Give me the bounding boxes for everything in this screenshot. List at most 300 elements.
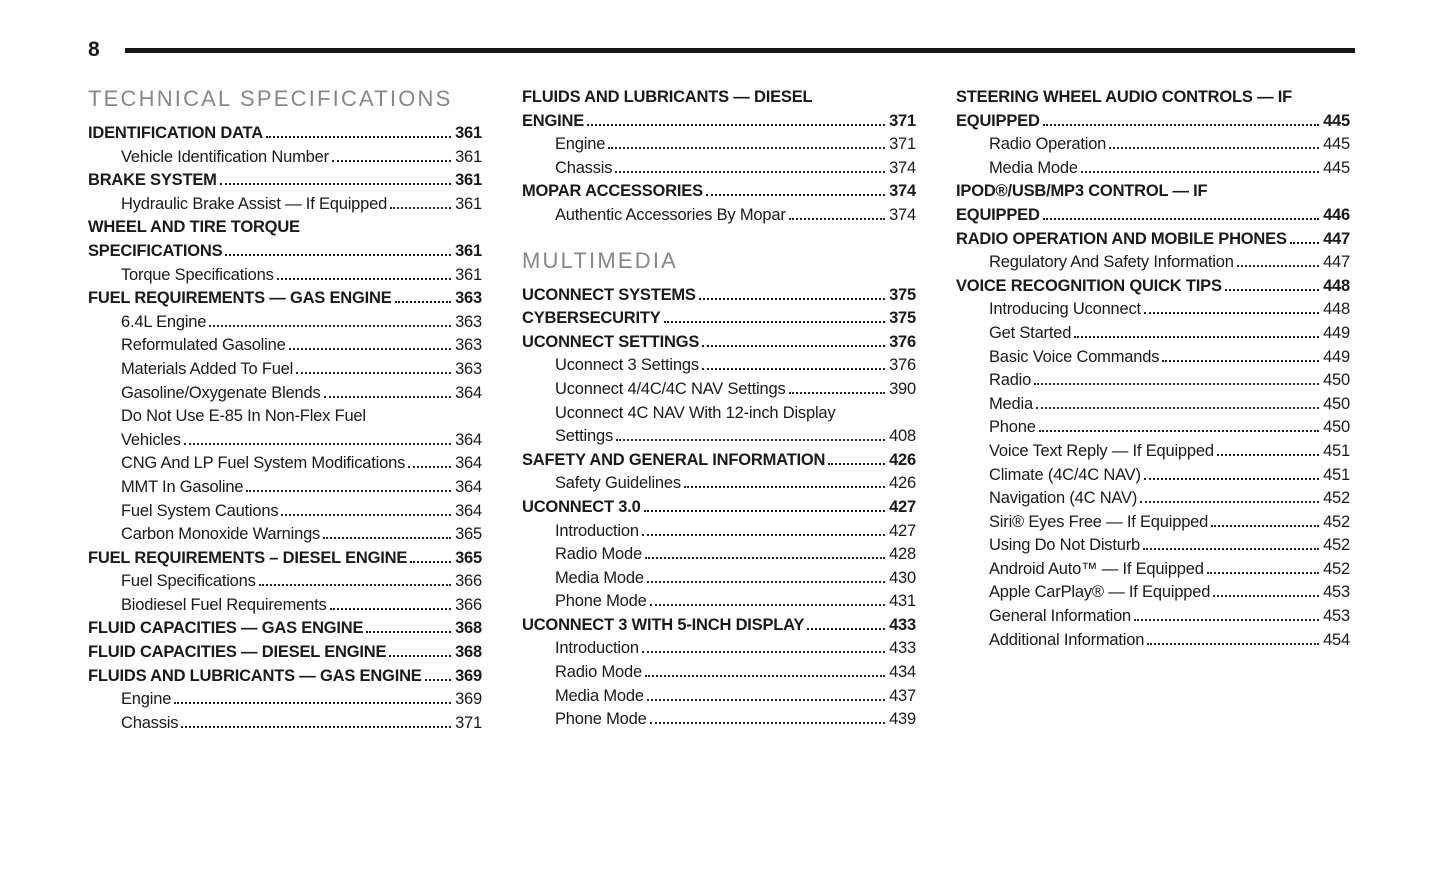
toc-entry-label: Phone Mode [555,592,647,611]
toc-entry [956,228,1350,252]
dot-leader [587,124,885,126]
dot-leader [277,278,451,280]
toc-entry-page: 431 [889,592,916,611]
toc-entry-page: 433 [889,615,916,634]
toc-entry-line [989,346,1350,370]
toc-entry [88,216,482,263]
dot-leader [647,699,885,701]
toc-entry-line [989,487,1350,511]
toc-entry-page: 374 [889,158,916,177]
toc-entry-label: General Information [989,607,1132,626]
toc-entry [88,146,482,170]
toc-entry [956,157,1350,181]
toc-entry-label: Introduction [555,639,639,658]
toc-entry [88,405,482,452]
toc-entry-page: 364 [455,477,482,496]
section-heading: TECHNICAL SPECIFICATIONS [88,86,453,111]
toc-entry-page: 361 [455,194,482,213]
toc-entry-label: Vehicles [121,430,181,449]
toc-entry-line [121,264,482,288]
dot-leader [608,147,885,149]
toc-entry-label: Media Mode [989,158,1078,177]
toc-entry-label: Hydraulic Brake Assist — If Equipped [121,194,388,213]
toc-entry [88,193,482,217]
toc-entry [88,311,482,335]
toc-entry-page: 445 [1323,111,1350,130]
toc-entry-label: Apple CarPlay® — If Equipped [989,583,1211,602]
toc-entry-label: RADIO OPERATION AND MOBILE PHONES [956,229,1287,248]
toc-entry [956,180,1350,227]
dot-leader [647,581,885,583]
toc-entry-label: UCONNECT 3.0 [522,497,641,516]
toc-entry-label: Fuel Specifications [121,572,256,591]
toc-entry-line [989,581,1350,605]
toc-entry [522,661,916,685]
toc-entry-label: Radio [989,371,1032,390]
toc-entry-label: UCONNECT 3 WITH 5-INCH DISPLAY [522,615,805,634]
page-number: 8 [88,38,100,61]
toc-entry-page: 363 [455,336,482,355]
toc-entry-label: Authentic Accessories By Mopar [555,205,786,224]
toc-entry-label: BRAKE SYSTEM [88,171,217,190]
toc-entry [956,133,1350,157]
toc-entry [956,605,1350,629]
toc-entry-line [555,378,916,402]
toc-entry-page: 428 [889,545,916,564]
toc-entry-label: EQUIPPED [956,111,1040,130]
toc-entry [956,581,1350,605]
toc-entry-label: Phone [989,418,1036,437]
toc-entry-line [88,287,482,311]
dot-leader [395,301,452,303]
dot-leader [642,651,885,653]
toc-entry-page: 449 [1323,323,1350,342]
toc-entry-label: CNG And LP Fuel System Modifications [121,454,406,473]
toc-entry [522,307,916,331]
toc-entry-line [989,440,1350,464]
toc-entry-line [121,358,482,382]
toc-entry-page: 369 [455,690,482,709]
toc-entry-line [88,641,482,665]
toc-entry-page: 426 [889,474,916,493]
toc-entry [956,511,1350,535]
toc-entry-page: 451 [1323,441,1350,460]
toc-entry-page: 452 [1323,536,1350,555]
toc-entry [88,452,482,476]
toc-entry [522,157,916,181]
toc-entry-line [522,284,916,308]
dot-leader [1147,643,1319,645]
dot-leader [1043,218,1319,220]
toc-entry-page: 363 [455,289,482,308]
toc-entry-line [522,614,916,638]
toc-entry-line [121,146,482,170]
toc-entry-line [555,520,916,544]
toc-entry-page: 450 [1323,371,1350,390]
dot-leader [184,443,451,445]
toc-entry-line [555,204,916,228]
dot-leader [1144,312,1319,314]
toc-entry-page: 375 [889,285,916,304]
toc-entry-page: 453 [1323,583,1350,602]
toc-entry-line [989,298,1350,322]
toc-entry-page: 448 [1323,276,1350,295]
toc-entry-line [522,110,916,134]
toc-entry-page: 450 [1323,418,1350,437]
toc-entry [522,590,916,614]
toc-entry-page: 368 [455,643,482,662]
dot-leader [390,207,451,209]
toc-entry-label: Media [989,394,1033,413]
toc-entry-page: 445 [1323,135,1350,154]
dot-leader [410,561,451,563]
toc-entry [88,500,482,524]
toc-entry [522,204,916,228]
toc-entry-label: Media Mode [555,686,644,705]
dot-leader [323,537,451,539]
toc-entry-label: Using Do Not Disturb [989,536,1140,555]
toc-entry-page: 374 [889,182,916,201]
toc-entry [522,614,916,638]
dot-leader [389,655,451,657]
dot-leader [220,183,451,185]
toc-entry-page: 363 [455,359,482,378]
toc-entry-page: 430 [889,568,916,587]
dot-leader [1036,407,1319,409]
toc-entry-label: Voice Text Reply — If Equipped [989,441,1214,460]
dot-leader [650,604,885,606]
toc-column-1 [88,86,482,735]
toc-entry-label: FUEL REQUIREMENTS – DIESEL ENGINE [88,548,408,567]
toc-entry-page: 452 [1323,559,1350,578]
toc-entry-page: 433 [889,639,916,658]
toc-entry-label: Radio Mode [555,545,642,564]
toc-entry-line [121,429,482,453]
dot-leader [664,321,885,323]
toc-entry-line [522,449,916,473]
dot-leader [181,726,451,728]
dot-leader [650,722,885,724]
toc-entry-wrap-line: STEERING WHEEL AUDIO CONTROLS — IF [956,88,1293,106]
dot-leader [1109,147,1319,149]
toc-entry-label: EQUIPPED [956,205,1040,224]
toc-entry-page: 451 [1323,465,1350,484]
toc-entry-label: Engine [555,135,606,154]
toc-entry [956,86,1350,133]
toc-entry-line [522,180,916,204]
toc-entry-page: 361 [455,124,482,142]
toc-entry-label: Additional Information [989,630,1145,649]
toc-entry-line [555,425,916,449]
dot-leader [1211,525,1319,527]
toc-entry-label: Carbon Monoxide Warnings [121,525,321,544]
toc-entry-line [88,169,482,193]
toc-entry-page: 364 [455,454,482,473]
dot-leader [645,557,885,559]
toc-entry-label: 6.4L Engine [121,312,207,331]
toc-entry-page: 361 [455,171,482,190]
dot-leader [330,608,452,610]
toc-entry-line [121,476,482,500]
toc-entry-page: 376 [889,332,916,351]
toc-entry [522,543,916,567]
toc-entry-line [121,594,482,618]
toc-entry [956,534,1350,558]
toc-column-3 [956,86,1350,735]
toc-entry-page: 450 [1323,394,1350,413]
toc-entry [88,570,482,594]
toc-entry [522,637,916,661]
toc-entry-label: MOPAR ACCESSORIES [522,182,703,201]
toc-entry-page: 363 [455,312,482,331]
toc-entry-page: 365 [455,548,482,567]
toc-entry [956,322,1350,346]
dot-leader [1290,242,1319,244]
toc-entry-label: SAFETY AND GENERAL INFORMATION [522,450,826,469]
dot-leader [642,534,885,536]
toc-entry [522,284,916,308]
toc-entry [522,378,916,402]
toc-entry-line [956,275,1350,299]
toc-entry-line [989,511,1350,535]
toc-entry-label: Chassis [555,158,613,177]
toc-entry-label: Uconnect 4/4C/4C NAV Settings [555,379,786,398]
toc-entry-line [989,322,1350,346]
toc-entry-label: Chassis [121,713,179,732]
toc-entry-line [121,523,482,547]
toc-entry-label: VOICE RECOGNITION QUICK TIPS [956,276,1222,295]
toc-entry-page: 427 [889,497,916,516]
toc-entry [88,287,482,311]
toc-entry-label: Navigation (4C NAV) [989,489,1138,508]
toc-entry-wrap-line: WHEEL AND TIRE TORQUE [88,218,300,237]
toc-entry [956,275,1350,299]
toc-entry-label: Settings [555,427,614,446]
toc-entry [522,133,916,157]
toc-entry-line [555,472,916,496]
toc-entry-label: FUEL REQUIREMENTS — GAS ENGINE [88,289,392,308]
dot-leader [1144,478,1319,480]
toc-entry-line [989,464,1350,488]
toc-entry [522,567,916,591]
toc-entry [956,558,1350,582]
toc-entry-page: 364 [455,430,482,449]
dot-leader [615,171,885,173]
toc-entry [88,169,482,193]
toc-entry [88,476,482,500]
toc-entry [88,334,482,358]
toc-entry-label: Radio Mode [555,663,642,682]
toc-columns [88,86,1350,735]
dot-leader [324,396,452,398]
dot-leader [246,490,451,492]
toc-entry-line [555,685,916,709]
dot-leader [408,466,451,468]
dot-leader [1074,336,1319,338]
toc-entry-label: SPECIFICATIONS [88,241,223,260]
toc-entry-page: 390 [889,379,916,398]
dot-leader [1225,289,1319,291]
toc-entry-line [989,369,1350,393]
toc-entry [88,617,482,641]
toc-entry-line [555,637,916,661]
toc-entry-line [522,496,916,520]
toc-entry-page: 361 [455,147,482,166]
toc-entry-line [989,558,1350,582]
toc-entry-page: 453 [1323,607,1350,626]
dot-leader [1207,572,1319,574]
toc-entry [522,472,916,496]
toc-column-2 [522,86,916,735]
toc-entry-label: UCONNECT SYSTEMS [522,285,696,304]
toc-entry-page: 369 [455,666,482,685]
toc-entry-label: Materials Added To Fuel [121,359,294,378]
toc-entry-page: 447 [1323,229,1350,248]
toc-entry-label: IDENTIFICATION DATA [88,124,263,142]
dot-leader [1217,454,1319,456]
toc-entry [522,685,916,709]
toc-entry-label: Regulatory And Safety Information [989,253,1234,272]
toc-entry [522,180,916,204]
toc-entry [956,464,1350,488]
toc-entry-label: Safety Guidelines [555,474,681,493]
toc-entry-page: 448 [1323,300,1350,319]
dot-leader [828,463,885,465]
toc-entry-line [555,708,916,732]
toc-entry-line [88,665,482,689]
page-header [88,40,1445,60]
toc-entry-label: Siri® Eyes Free — If Equipped [989,512,1209,531]
dot-leader [174,702,451,704]
toc-entry-line [555,157,916,181]
toc-entry [522,520,916,544]
toc-entry-page: 439 [889,710,916,729]
toc-entry-wrap-line: Uconnect 4C NAV With 12-inch Display [555,403,836,422]
dot-leader [209,325,451,327]
dot-leader [706,194,885,196]
toc-entry-label: Phone Mode [555,710,647,729]
toc-entry-label: Biodiesel Fuel Requirements [121,595,327,614]
toc-entry [88,547,482,571]
dot-leader [1034,383,1319,385]
toc-entry [522,496,916,520]
toc-entry [956,369,1350,393]
toc-entry-line [88,617,482,641]
toc-entry-line [956,204,1350,228]
toc-entry-label: Climate (4C/4C NAV) [989,465,1141,484]
toc-entry-label: Vehicle Identification Number [121,147,329,166]
dot-leader [702,368,885,370]
toc-entry-line [989,157,1350,181]
toc-entry-line [989,534,1350,558]
toc-entry-wrap-line: FLUIDS AND LUBRICANTS — DIESEL [522,88,813,106]
toc-entry-label: FLUID CAPACITIES — DIESEL ENGINE [88,643,387,662]
toc-entry-line [555,590,916,614]
toc-entry-line [989,605,1350,629]
toc-entry [522,708,916,732]
toc-entry [88,358,482,382]
dot-leader [1039,430,1319,432]
dot-leader [644,510,885,512]
toc-entry-page: 371 [889,111,916,130]
toc-entry-line [989,133,1350,157]
dot-leader [1140,501,1319,503]
toc-entry [88,641,482,665]
toc-entry [88,264,482,288]
toc-entry-label: Media Mode [555,568,644,587]
dot-leader [1162,360,1319,362]
dot-leader [1213,595,1319,597]
toc-entry-line [989,251,1350,275]
toc-entry [88,688,482,712]
toc-entry [88,665,482,689]
toc-entry [522,86,916,133]
toc-entry-label: Basic Voice Commands [989,347,1160,366]
toc-entry-page: 364 [455,383,482,402]
toc-entry-page: 446 [1323,205,1350,224]
toc-entry-page: 454 [1323,630,1350,649]
toc-entry-page: 361 [455,265,482,284]
dot-leader [789,392,886,394]
toc-entry [956,487,1350,511]
section-heading: MULTIMEDIA [522,247,679,273]
toc-entry-page: 434 [889,663,916,682]
toc-entry-label: Android Auto™ — If Equipped [989,559,1204,578]
toc-entry-page: 427 [889,521,916,540]
toc-entry-page: 365 [455,525,482,544]
toc-entry-line [121,334,482,358]
toc-entry-line [88,240,482,264]
dot-leader [616,439,885,441]
toc-entry-label: UCONNECT SETTINGS [522,332,700,351]
toc-entry [956,251,1350,275]
dot-leader [259,584,451,586]
toc-entry-line [88,547,482,571]
toc-entry-line [121,570,482,594]
toc-entry-wrap-line: Do Not Use E-85 In Non-Flex Fuel [121,407,366,426]
toc-entry-label: Torque Specifications [121,265,274,284]
toc-entry-line [989,416,1350,440]
dot-leader [1134,619,1319,621]
toc-entry-label: Introduction [555,521,639,540]
toc-entry-line [88,122,482,146]
toc-entry-page: 437 [889,686,916,705]
toc-entry-line [989,629,1350,653]
toc-entry-line [121,500,482,524]
toc-entry-page: 447 [1323,253,1350,272]
toc-entry-label: CYBERSECURITY [522,309,661,328]
dot-leader [281,514,451,516]
toc-entry [522,449,916,473]
toc-entry-page: 366 [455,595,482,614]
toc-entry-page: 371 [455,713,482,732]
dot-leader [1081,171,1319,173]
dot-leader [702,345,885,347]
toc-entry-label: Reformulated Gasoline [121,336,286,355]
dot-leader [645,675,885,677]
toc-entry-label: FLUIDS AND LUBRICANTS — GAS ENGINE [88,666,422,685]
toc-entry [956,298,1350,322]
toc-entry-line [121,452,482,476]
toc-entry [88,523,482,547]
toc-entry [88,712,482,736]
dot-leader [1143,548,1319,550]
toc-entry [956,416,1350,440]
toc-entry-line [121,193,482,217]
dot-leader [366,631,451,633]
toc-entry-page: 452 [1323,512,1350,531]
toc-entry-line [956,228,1350,252]
